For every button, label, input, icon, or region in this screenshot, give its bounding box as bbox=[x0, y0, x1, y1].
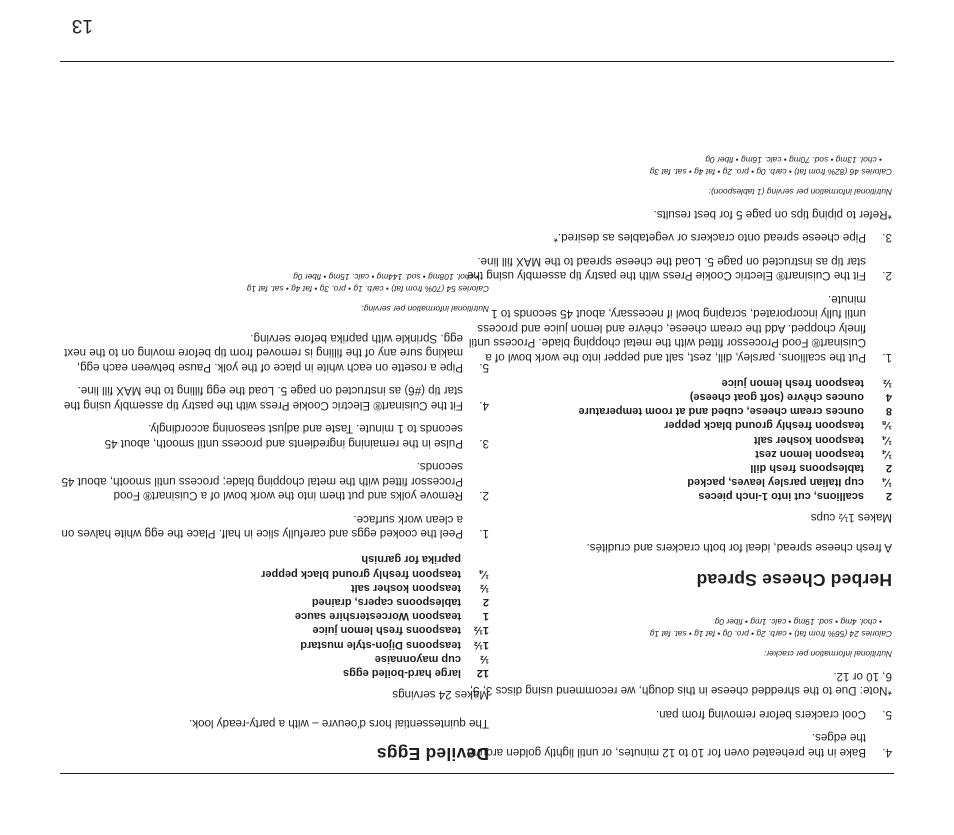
ingredient-row: ⅛ teaspoon freshly ground black pepper bbox=[664, 419, 892, 432]
bottom-rule bbox=[60, 61, 894, 62]
ingredient-row: 1 teaspoon Worcestershire sauce bbox=[294, 610, 489, 623]
deviled-nutrition-line-2: • chol. 108mg • sod. 144mg • calc. 15mg • fiber 0g bbox=[293, 272, 479, 283]
herbed-note: *Refer to piping tips on page 5 for best results. bbox=[653, 207, 892, 221]
herbed-cheese-spread-ingredients bbox=[464, 376, 892, 504]
herbed-step-2: 2. Fit the Cuisinart® Electric Cookie Press with the pastry tip assembly using the star tip as instructed on page 5. Load the cheese spread to the MAX fill line. bbox=[466, 254, 892, 283]
deviled-eggs-intro: The quintessential hors d'oeuvre – with a party-ready look. bbox=[189, 717, 489, 730]
ingredient-row: ¼ cup Italian parsley leaves, packed bbox=[687, 476, 892, 489]
continued-step-4: 4. Bake in the preheated oven for 10 to 12 minutes, or until lightly golden around the edges. bbox=[467, 731, 892, 759]
page-number: 13 bbox=[71, 15, 93, 36]
ingredient-row: ½ teaspoon kosher salt bbox=[350, 581, 489, 594]
ingredient-row: paprika for garnish bbox=[361, 553, 461, 566]
deviled-nutrition-label: Nutritional information per serving: bbox=[361, 304, 489, 315]
top-rule bbox=[60, 773, 894, 774]
herbed-cheese-spread-servings: Makes 1½ cups bbox=[810, 511, 892, 525]
cracker-nutrition-label: Nutritional information per cracker: bbox=[763, 649, 892, 660]
ingredient-row: ½ cup mayonnaise bbox=[374, 652, 489, 665]
deviled-step-2: 2. Remove yolks and put them into the work bowl of a Cuisinart® Food Processor fitted with the metal chopping blade; process until smooth, about 45 seconds. bbox=[61, 460, 489, 503]
herbed-step-1: 1. Put the scallions, parsley, dill, zest, salt and pepper into the work bowl of a Cuisinart® Food Processor fitted with the metal chopping blade. Process until finely chopped. Add the cream cheese, chèvre and lemon juice and process until fully incorporated, scraping bowl if necessary, about 45 seconds to 1 minute. bbox=[468, 292, 892, 364]
ingredient-row: 8 ounces cream cheese, cubed and at room temperature bbox=[578, 405, 892, 418]
deviled-eggs-title: Deviled Eggs bbox=[376, 744, 489, 764]
herbed-nutrition-label: Nutritional information per serving (1 tablespoon): bbox=[708, 187, 892, 198]
ingredient-row: 2 scallions, cut into 1-inch pieces bbox=[698, 490, 892, 503]
ingredient-row: 4 ounces chèvre (soft goat cheese) bbox=[689, 391, 892, 404]
herbed-nutrition-line-1: Calories 46 (82% from fat) • carb. 0g • pro. 2g • fat 4g • sat. fat 3g bbox=[649, 167, 892, 178]
herbed-step-3: 3. Pipe cheese spread onto crackers or vegetables as desired.* bbox=[553, 231, 892, 245]
ingredient-row: 1½ teaspoons fresh lemon juice bbox=[312, 624, 489, 637]
herbed-nutrition-line-2: • chol. 13mg • sod. 70mg • calc. 16mg • fiber 0g bbox=[705, 155, 882, 166]
left-column bbox=[464, 154, 892, 773]
cracker-note: *Note: Due to the shredded cheese in this dough, we recommend using discs 3, 5, 6, 10 or 12. bbox=[469, 670, 892, 698]
deviled-step-3: 3. Pulse in the remaining ingredients and process until smooth, about 45 seconds to 1 minute. Taste and adjust seasoning accordingly. bbox=[104, 422, 489, 450]
cracker-nutrition-line-1: Calories 24 (56% from fat) • carb. 2g • pro. 0g • fat 1g • sat. fat 1g bbox=[649, 629, 892, 640]
ingredient-row: 2 tablespoons capers, drained bbox=[311, 595, 489, 608]
continued-step-5: 5. Cool crackers before removing from pan. bbox=[655, 708, 892, 721]
herbed-cheese-spread-title: Herbed Cheese Spread bbox=[696, 570, 892, 591]
deviled-step-4: 4. Fit the Cuisinart® Electric Cookie Press with the pastry tip assembly using the star tip (#6) as instructed on page 5. Load the egg filling to the MAX fill line. bbox=[63, 384, 489, 412]
right-column bbox=[60, 271, 489, 773]
ingredient-row: 12 large hard-boiled eggs bbox=[343, 667, 489, 679]
deviled-eggs-ingredients bbox=[60, 552, 489, 680]
herbed-cheese-spread-intro: A fresh cheese spread, ideal for both crackers and crudités. bbox=[586, 541, 892, 555]
ingredient-row: ¼ teaspoon lemon zest bbox=[755, 447, 892, 460]
ingredient-row: ¼ teaspoon kosher salt bbox=[753, 433, 892, 446]
ingredient-row: 2 tablespoons fresh dill bbox=[750, 462, 892, 475]
deviled-eggs-servings: Makes 24 servings bbox=[392, 688, 489, 701]
deviled-step-1: 1. Peel the cooked eggs and carefully slice in half. Place the egg white halves on a clean work surface. bbox=[61, 512, 489, 541]
cracker-nutrition-line-2: • chol. 4mg • sod. 19mg • calc. 1mg • fiber 0g bbox=[714, 617, 882, 628]
deviled-nutrition-line-1: Calories 54 (70% from fat) • carb. 1g • pro. 3g • fat 4g • sat. fat 1g bbox=[246, 284, 489, 295]
ingredient-row: ½ teaspoon fresh lemon juice bbox=[721, 376, 892, 389]
deviled-step-5: 5. Pipe a rosette on each white in place of the yolk. Pause between each egg, making sure any of the filling is removed from tip before moving on to the next egg. Sprinkle with paprika before serving. bbox=[64, 331, 489, 374]
ingredient-row: 1½ teaspoons Dijon-style mustard bbox=[300, 638, 489, 651]
ingredient-row: ¼ teaspoon freshly ground black pepper bbox=[261, 567, 489, 580]
